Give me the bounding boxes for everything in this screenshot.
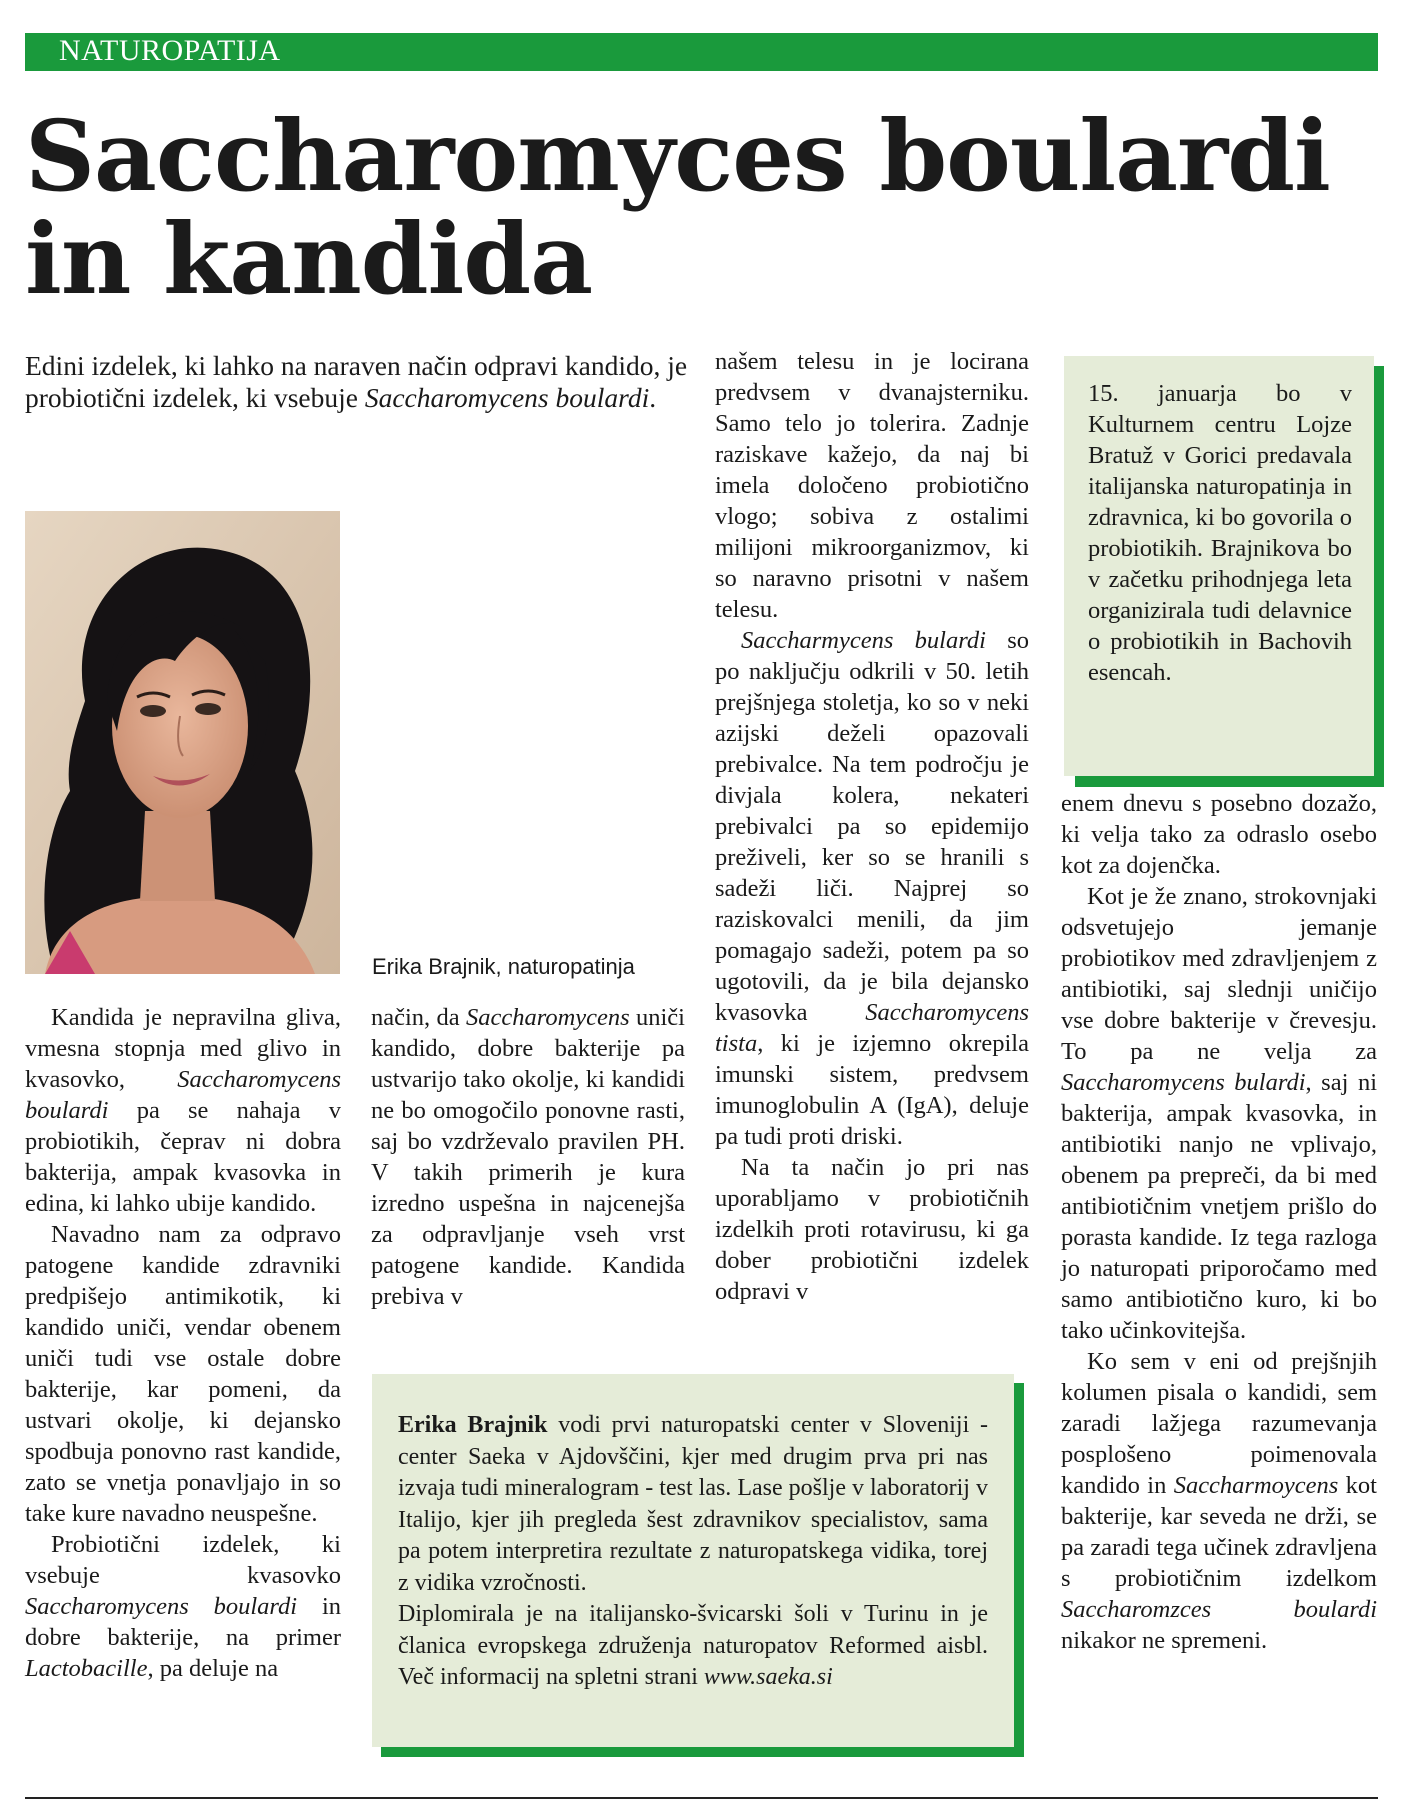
paragraph: Navadno nam za odpravo patogene kandide zdravniki predpišejo antimikotik, ki kandido uniči, vendar obenem uniči tudi vse ostale dobre bakterije, kar pomeni, da ustvari okolje, ki dejansko spodbuja ponovno rast kandide, zato se vnetja ponavljajo in so take kure navadno neuspešne.	[25, 1221, 341, 1527]
article-lead	[25, 350, 695, 414]
portrait-illustration	[25, 511, 340, 974]
author-education: Diplomirala je na italijansko-švicarski šoli v Turinu in je članica evropskega združenja naturopatov Reformed aisbl. Več informacij na spletni strani www.saeka.si	[398, 1601, 988, 1690]
author-photo	[25, 511, 340, 974]
body-column-2	[371, 1002, 685, 1312]
article-headline: Saccharomyces boulardi in kandida	[25, 99, 1330, 316]
section-label: NATUROPATIJA	[59, 34, 281, 67]
body-column-1	[25, 1002, 341, 1684]
lead-text: Edini izdelek, ki lahko na naraven način odpravi kandido, je probiotični izdelek, ki vsebuje	[25, 350, 688, 413]
paragraph: Saccharmycens bulardi so po naključju odkrili v 50. letih prejšnjega stoletja, ko so v neki azijski deželi opazovali prebivalce. Na tem področju je divjala kolera, nekateri prebivalci pa so epidemijo preživeli, ker so se hranili s sadeži liči. Najprej so raziskovalci menili, da jim pomagajo sadeži, potem pa so ugotovili, da je bila dejansko kvasovka Saccharomycens tista, ki je izjemno okrepila imunski sistem, predvsem imunoglobulin A (IgA), deluje pa tudi proti driski.	[715, 627, 1029, 1150]
body-column-3	[715, 346, 1029, 1307]
author-bio: Erika Brajnik vodi prvi naturopatski center v Sloveniji - center Saeka v Ajdovščini, kjer med drugim prva pri nas izvaja tudi mineralogram - test las. Lase pošlje v laboratorij v Italijo, kjer jih pregleda šest zdravnikov specialistov, sama pa potem interpretira rezultate z naturopatskega vidika, torej z vidika vzročnosti.	[398, 1412, 988, 1596]
paragraph: enem dnevu s posebno dozažo, ki velja tako za odraslo osebo kot za dojenčka.	[1061, 790, 1377, 879]
paragraph: Ko sem v eni od prejšnjih kolumen pisala o kandidi, sem zaradi lažjega razumevanja posplošeno poimenovala kandido in Saccharmoycens kot bakterije, kar seveda ne drži, se pa zaradi tega učinek zdravljena s probiotičnim izdelkom Saccharomzces boulardi nikakor ne spremeni.	[1061, 1348, 1377, 1654]
author-name: Erika Brajnik	[398, 1412, 548, 1438]
photo-caption: Erika Brajnik, naturopatinja	[372, 954, 635, 979]
paragraph: Probiotični izdelek, ki vsebuje kvasovko Saccharomycens boulardi in dobre bakterije, na primer Lactobacille, pa deluje na	[25, 1531, 341, 1682]
website-link[interactable]: www.saeka.si	[703, 1664, 833, 1690]
paragraph: način, da Saccharomycens uniči kandido, dobre bakterije pa ustvarijo tako okolje, ki kandidi ne bo omogočilo ponovne rasti, saj bo vzdrževalo pravilen PH. V takih primerih je kura izredno uspešna in najcenejša za odpravljanje vseh vrst patogene kandide. Kandida prebiva v	[371, 1004, 685, 1310]
paragraph: našem telesu in je locirana predvsem v dvanajsterniku. Samo telo jo tolerira. Zadnje raziskave kažejo, da naj bi imela določeno probiotično vlogo; sobiva z ostalimi milijoni mikroorganizmov, ki so naravno prisotni v našem telesu.	[715, 348, 1029, 623]
lead-italic: Saccharomycens boulardi	[364, 382, 650, 413]
paragraph: Kandida je nepravilna gliva, vmesna stopnja med glivo in kvasovko, Saccharomycens boulardi pa se nahaja v probiotikih, čeprav ni dobra bakterija, ampak kvasovka in edina, ki lahko ubije kandido.	[25, 1004, 341, 1217]
body-column-4	[1061, 788, 1377, 1656]
bottom-rule	[25, 1797, 1378, 1799]
author-info-box	[372, 1374, 1014, 1747]
section-band	[25, 33, 1378, 71]
announcement-box: 15. januarja bo v Kulturnem centru Lojze Bratuž v Gorici predavala italijanska naturopatinja in zdravnica, ki bo govorila o probiotikih. Brajnikova bo v začetku prihodnjega leta organizirala tudi delavnice o probiotikih in Bachovih esencah.	[1064, 356, 1374, 776]
paragraph: Kot je že znano, strokovnjaki odsvetujejo jemanje probiotikov med zdravljenjem z antibiotiki, saj slednji uničijo vse dobre bakterije v črevesju. To pa ne velja za Saccharomycens bulardi, saj ni bakterija, ampak kvasovka, in antibiotiki nanjo ne vplivajo, obenem pa prepreči, da bi med antibiotičnim vnetjem prišlo do porasta kandide. Iz tega razloga jo naturopati priporočamo med samo antibiotično kuro, ki bo tako učinkovitejša.	[1061, 883, 1377, 1344]
lead-end: .	[649, 382, 657, 413]
paragraph: Na ta način jo pri nas uporabljamo v probiotičnih izdelkih proti rotavirusu, ki ga dober probiotični izdelek odpravi v	[715, 1154, 1029, 1305]
